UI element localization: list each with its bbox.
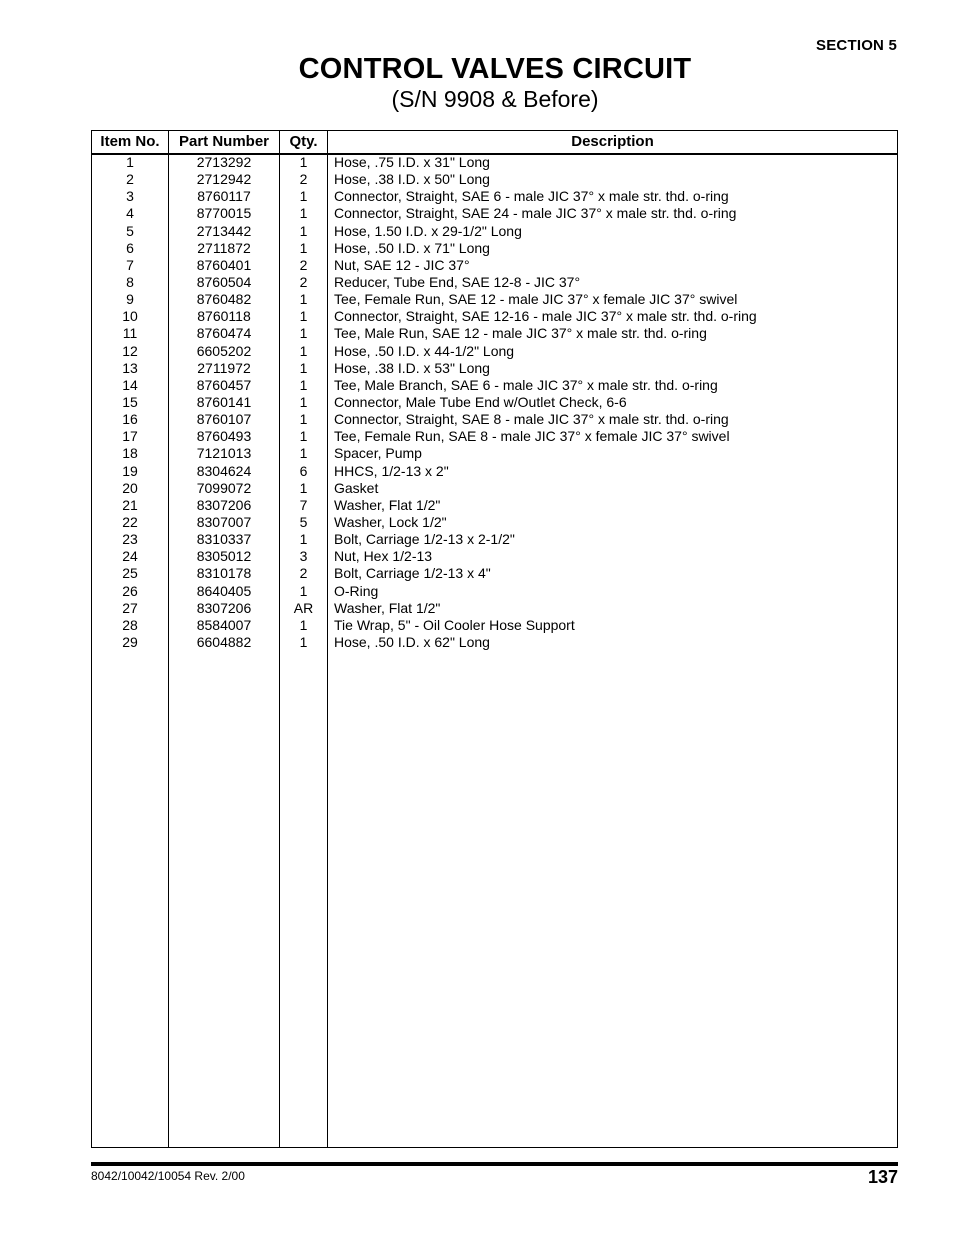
item-number: 20	[122, 479, 138, 496]
part-number: 8760457	[196, 376, 252, 393]
quantity: 3	[299, 548, 308, 565]
item-number: 14	[122, 376, 138, 393]
item-number: 3	[126, 188, 134, 205]
description: Connector, Male Tube End w/Outlet Check, 6-6	[334, 393, 627, 410]
description: O-Ring	[334, 582, 379, 599]
column-header-description: Description	[571, 133, 654, 150]
table-body	[92, 154, 897, 651]
table-row	[92, 531, 897, 548]
table-row	[92, 291, 897, 308]
quantity: 1	[299, 428, 308, 445]
part-number: 8760117	[197, 188, 251, 205]
item-number: 2	[126, 171, 134, 188]
table-row	[92, 480, 897, 497]
item-number: 15	[122, 393, 138, 410]
description: Hose, .50 I.D. x 44-1/2" Long	[334, 342, 515, 359]
item-number: 13	[122, 359, 138, 376]
table-row	[92, 240, 897, 257]
part-number: 8310337	[196, 531, 252, 548]
table-row	[92, 188, 897, 205]
description: Connector, Straight, SAE 6 - male JIC 37° x male str. thd. o-ring	[334, 188, 729, 205]
part-number: 2713292	[196, 154, 252, 170]
quantity: 1	[299, 633, 308, 650]
table-row	[92, 394, 897, 411]
table-row	[92, 411, 897, 428]
quantity: 1	[299, 291, 308, 308]
table-row	[92, 445, 897, 462]
table-header-row	[92, 131, 897, 155]
part-number: 8760118	[197, 308, 251, 325]
part-number: 8307206	[196, 599, 252, 616]
column-header-item: Item No.	[100, 133, 160, 150]
item-number: 7	[126, 256, 134, 273]
description: Hose, 1.50 I.D. x 29-1/2" Long	[334, 222, 522, 239]
item-number: 6	[126, 239, 134, 256]
item-number: 25	[122, 565, 138, 582]
table-row	[92, 514, 897, 531]
part-number: 8760474	[196, 325, 252, 342]
part-number: 8640405	[196, 582, 252, 599]
quantity: AR	[293, 599, 314, 616]
item-number: 10	[122, 308, 138, 325]
page-number: 137	[867, 1167, 898, 1187]
part-number: 7099072	[196, 479, 252, 496]
table-row	[92, 274, 897, 291]
quantity: 1	[299, 342, 308, 359]
quantity: 2	[299, 273, 308, 290]
item-number: 22	[122, 513, 138, 530]
description: Washer, Flat 1/2"	[334, 496, 441, 513]
description: Hose, .38 I.D. x 53" Long	[334, 359, 490, 376]
table-row	[92, 583, 897, 600]
quantity: 1	[299, 531, 308, 548]
item-number: 16	[122, 411, 138, 428]
table-row	[92, 360, 897, 377]
description: Nut, SAE 12 - JIC 37°	[334, 256, 470, 273]
table-row	[92, 308, 897, 325]
description: Tee, Female Run, SAE 8 - male JIC 37° x female JIC 37° swivel	[334, 428, 730, 445]
quantity: 1	[299, 188, 308, 205]
quantity: 1	[299, 616, 308, 633]
table-row	[92, 548, 897, 565]
table-row	[92, 497, 897, 514]
quantity: 1	[299, 205, 308, 222]
quantity: 1	[299, 411, 308, 428]
part-number: 6604882	[196, 633, 252, 650]
part-number: 8305012	[196, 548, 252, 565]
table-row	[92, 223, 897, 240]
description: Hose, .75 I.D. x 31" Long	[334, 154, 490, 170]
part-number: 8584007	[196, 616, 252, 633]
part-number: 8304624	[196, 462, 252, 479]
quantity: 1	[299, 376, 308, 393]
item-number: 29	[122, 633, 138, 650]
part-number: 8307206	[196, 496, 252, 513]
table-row	[92, 600, 897, 617]
table-row	[92, 257, 897, 274]
description: Connector, Straight, SAE 24 - male JIC 37° x male str. thd. o-ring	[334, 205, 737, 222]
description: Tie Wrap, 5" - Oil Cooler Hose Support	[334, 616, 575, 633]
column-header-part: Part Number	[178, 133, 270, 150]
description: Connector, Straight, SAE 8 - male JIC 37° x male str. thd. o-ring	[334, 411, 729, 428]
quantity: 2	[299, 171, 308, 188]
item-number: 23	[122, 531, 138, 548]
part-number: 8760482	[196, 291, 252, 308]
description: Hose, .50 I.D. x 62" Long	[334, 633, 490, 650]
table-row	[92, 325, 897, 342]
quantity: 1	[299, 222, 308, 239]
table-row	[92, 634, 897, 651]
item-number: 8	[126, 273, 134, 290]
quantity: 2	[299, 256, 308, 273]
description: Tee, Male Branch, SAE 6 - male JIC 37° x male str. thd. o-ring	[334, 376, 718, 393]
item-number: 1	[126, 154, 134, 170]
item-number: 21	[122, 496, 138, 513]
quantity: 1	[299, 393, 308, 410]
item-number: 5	[126, 222, 134, 239]
item-number: 19	[122, 462, 138, 479]
quantity: 1	[299, 325, 308, 342]
description: Tee, Female Run, SAE 12 - male JIC 37° x female JIC 37° swivel	[334, 291, 738, 308]
item-number: 18	[122, 445, 138, 462]
table-row	[92, 154, 897, 171]
parts-table	[91, 130, 898, 1148]
page-title: CONTROL VALVES CIRCUIT	[298, 53, 692, 85]
quantity: 1	[299, 154, 308, 170]
page-subtitle: (S/N 9908 & Before)	[391, 86, 599, 112]
description: Hose, .50 I.D. x 71" Long	[334, 239, 490, 256]
table-row	[92, 463, 897, 480]
part-number: 2711872	[197, 239, 251, 256]
quantity: 1	[299, 308, 308, 325]
table-row	[92, 171, 897, 188]
item-number: 12	[122, 342, 138, 359]
part-number: 2711972	[197, 359, 251, 376]
document-reference: 8042/10042/10054 Rev. 2/00	[91, 1169, 245, 1183]
description: Reducer, Tube End, SAE 12-8 - JIC 37°	[334, 273, 581, 290]
part-number: 7121013	[196, 445, 252, 462]
description: Gasket	[334, 479, 379, 496]
quantity: 1	[299, 239, 308, 256]
section-label: SECTION 5	[816, 37, 897, 54]
table-row	[92, 565, 897, 582]
description: Tee, Male Run, SAE 12 - male JIC 37° x male str. thd. o-ring	[334, 325, 707, 342]
item-number: 11	[122, 325, 138, 342]
item-number: 27	[122, 599, 138, 616]
column-header-qty: Qty.	[289, 133, 318, 150]
part-number: 8760141	[196, 393, 252, 410]
table-row	[92, 343, 897, 360]
description: HHCS, 1/2-13 x 2"	[334, 462, 449, 479]
table-row	[92, 377, 897, 394]
footer-rule	[91, 1162, 898, 1166]
part-number: 8760493	[196, 428, 252, 445]
part-number: 2712942	[196, 171, 252, 188]
part-number: 2713442	[196, 222, 252, 239]
table-row	[92, 205, 897, 222]
table-row	[92, 428, 897, 445]
part-number: 8307007	[196, 513, 252, 530]
item-number: 26	[122, 582, 138, 599]
table-row	[92, 617, 897, 634]
part-number: 6605202	[196, 342, 252, 359]
description: Bolt, Carriage 1/2-13 x 2-1/2"	[334, 531, 515, 548]
quantity: 1	[299, 479, 308, 496]
part-number: 8770015	[196, 205, 252, 222]
item-number: 17	[122, 428, 138, 445]
item-number: 28	[122, 616, 138, 633]
quantity: 1	[299, 445, 308, 462]
quantity: 1	[299, 359, 308, 376]
quantity: 1	[299, 582, 308, 599]
item-number: 9	[126, 291, 134, 308]
part-number: 8310178	[196, 565, 252, 582]
quantity: 7	[299, 496, 308, 513]
description: Hose, .38 I.D. x 50" Long	[334, 171, 490, 188]
part-number: 8760401	[196, 256, 252, 273]
part-number: 8760504	[196, 273, 252, 290]
description: Washer, Flat 1/2"	[334, 599, 441, 616]
description: Washer, Lock 1/2"	[334, 513, 447, 530]
quantity: 5	[299, 513, 308, 530]
item-number: 24	[122, 548, 138, 565]
quantity: 6	[299, 462, 308, 479]
description: Connector, Straight, SAE 12-16 - male JIC 37° x male str. thd. o-ring	[334, 308, 757, 325]
item-number: 4	[126, 205, 134, 222]
quantity: 2	[299, 565, 308, 582]
part-number: 8760107	[196, 411, 252, 428]
description: Bolt, Carriage 1/2-13 x 4"	[334, 565, 491, 582]
description: Nut, Hex 1/2-13	[334, 548, 433, 565]
description: Spacer, Pump	[334, 445, 422, 462]
